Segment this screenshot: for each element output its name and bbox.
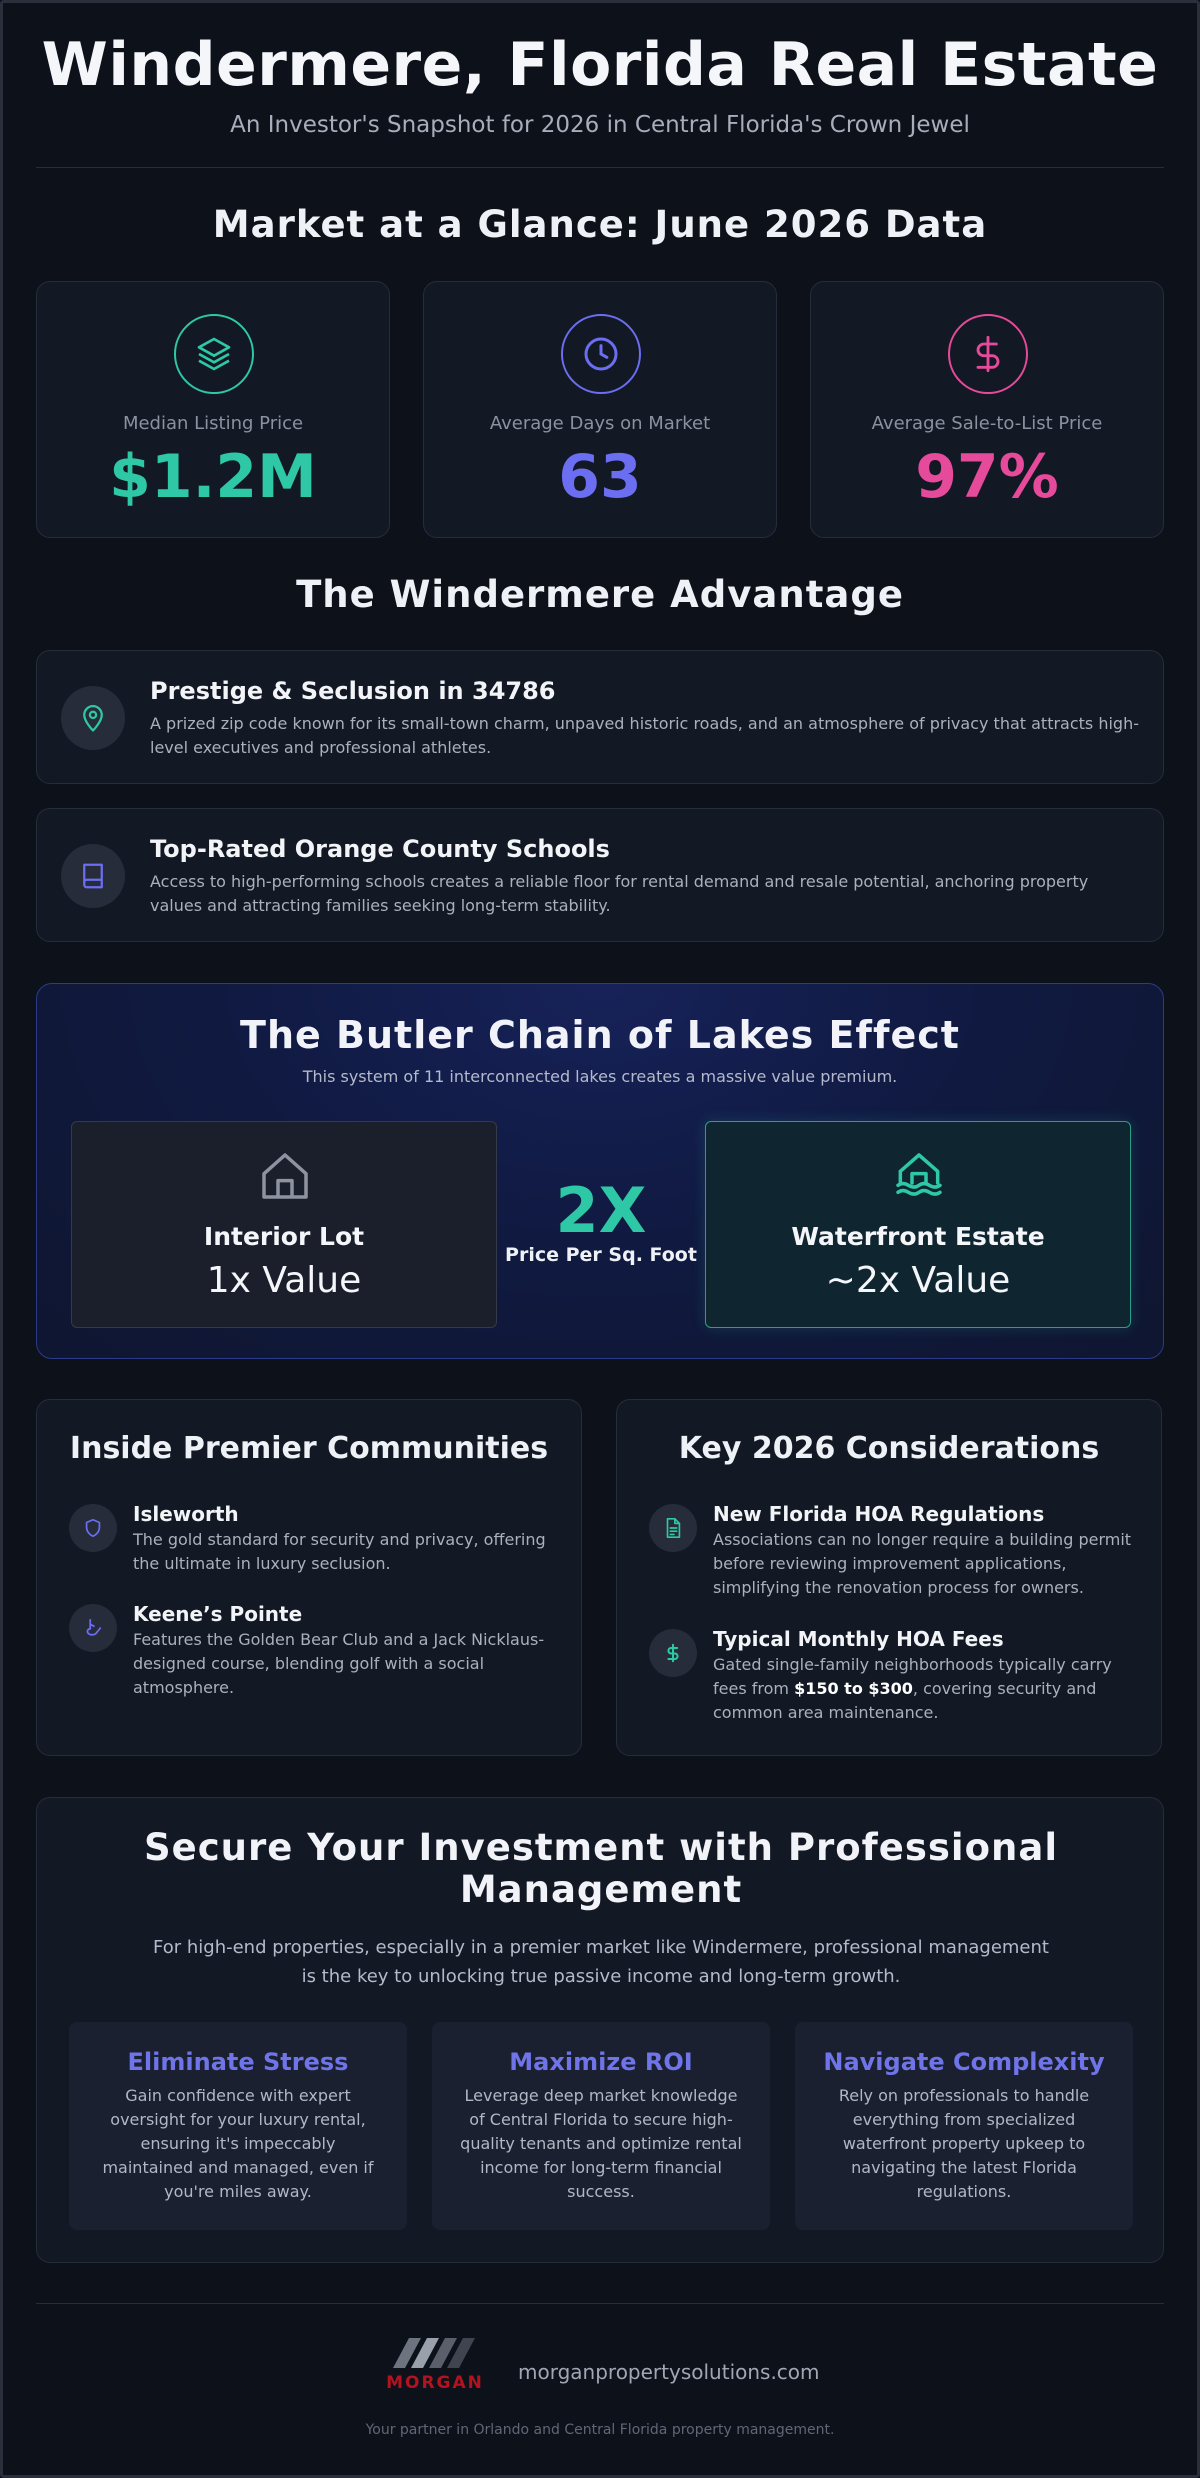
benefit-card-maximize-roi [432, 2022, 770, 2230]
morgan-logo-mark [375, 2330, 495, 2400]
waterfront-estate-value: ~2x Value [825, 1260, 1011, 1301]
layers-icon [174, 314, 254, 394]
hoa-fee-range: $150 to $300 [794, 1679, 913, 1698]
community-text: The gold standard for security and privacy, offering the ultimate in luxury seclusion. [133, 1530, 546, 1573]
advantage-item-schools [36, 808, 1164, 942]
golf-icon [69, 1604, 117, 1652]
shield-icon [69, 1504, 117, 1552]
waterfront-estate-name: Waterfront Estate [791, 1222, 1045, 1251]
consideration-title: Typical Monthly HOA Fees [713, 1627, 1004, 1651]
advantage-item-title: Prestige & Seclusion in 34786 [150, 677, 556, 705]
consideration-text: Associations can no longer require a building permit before reviewing improvement applications, simplifying the renovation process for owners. [713, 1530, 1132, 1597]
price-multiplier: 2X [555, 1174, 647, 1247]
community-text: Features the Golden Bear Club and a Jack Nicklaus-designed course, blending golf with a social atmosphere. [133, 1630, 545, 1697]
book-icon [61, 844, 125, 908]
communities-card [36, 1399, 582, 1756]
benefit-title: Eliminate Stress [127, 2048, 349, 2076]
consideration-text-after: , covering security and common area maintenance. [713, 1679, 1097, 1722]
considerations-title: Key 2026 Considerations [678, 1431, 1100, 1466]
interior-lot-value: 1x Value [206, 1260, 362, 1301]
stat-label: Average Days on Market [489, 413, 711, 434]
cta-title: Secure Your Investment with Professional Management [144, 1826, 1058, 1911]
waterfront-home-icon [891, 1146, 947, 1206]
cta-subtitle: For high-end properties, especially in a premier market like Windermere, professional management is the key to unlocking true passive income and long-term growth. [153, 1937, 1049, 1987]
interior-lot-name: Interior Lot [203, 1222, 365, 1251]
benefit-card-navigate-complexity [795, 2022, 1133, 2230]
stat-value: $1.2M [109, 442, 317, 512]
advantage-item-text: A prized zip code known for its small-town charm, unpaved historic roads, and an atmosphere of privacy that attracts high-level executives and professional athletes. [150, 714, 1139, 757]
consideration-text-before: Gated single-family neighborhoods typically carry fees from [713, 1655, 1112, 1698]
communities-title: Inside Premier Communities [69, 1431, 549, 1466]
cta-section [36, 1797, 1164, 2263]
divider [36, 167, 1164, 168]
advantage-item-title: Top-Rated Orange County Schools [150, 835, 610, 863]
butler-title: The Butler Chain of Lakes Effect [240, 1013, 960, 1057]
page-title: Windermere, Florida Real Estate [41, 30, 1159, 100]
benefit-card-eliminate-stress [69, 2022, 407, 2230]
benefit-text: Gain confidence with expert oversight for your luxury rental, ensuring it's impeccably maintained and managed, even if you're miles away. [102, 2086, 374, 2201]
house-icon [257, 1146, 313, 1206]
dollar-icon [948, 314, 1028, 394]
stat-value: 97% [915, 442, 1059, 512]
page-subtitle: An Investor's Snapshot for 2026 in Central Florida's Crown Jewel [230, 112, 970, 138]
glance-title: Market at a Glance: June 2026 Data [212, 203, 988, 246]
logo-wordmark: MORGAN [386, 2373, 484, 2393]
advantage-title: The Windermere Advantage [296, 573, 904, 616]
consideration-text [713, 1653, 1133, 1725]
benefit-text: Leverage deep market knowledge of Central Florida to secure high-quality tenants and optimize rental income for long-term financial success. [460, 2086, 742, 2201]
stat-card-sale-to-list [810, 281, 1164, 538]
advantage-item-text: Access to high-performing schools creates a reliable floor for rental demand and resale potential, anchoring property values and attracting families seeking long-term stability. [150, 872, 1089, 915]
advantage-item-prestige [36, 650, 1164, 784]
stat-value: 63 [558, 442, 642, 512]
benefit-text: Rely on professionals to handle everything from specialized waterfront property upkeep to navigating the latest Florida regulations. [838, 2086, 1090, 2201]
stat-label: Median Listing Price [122, 413, 304, 434]
waterfront-estate-box [705, 1121, 1131, 1328]
butler-subtitle: This system of 11 interconnected lakes creates a massive value premium. [302, 1067, 898, 1086]
company-website[interactable]: morganpropertysolutions.com [518, 2360, 820, 2384]
clock-icon [561, 314, 641, 394]
consideration-title: New Florida HOA Regulations [713, 1502, 1045, 1526]
footer-tagline: Your partner in Orlando and Central Florida property management. [365, 2422, 835, 2438]
map-pin-icon [61, 686, 125, 750]
benefit-title: Navigate Complexity [823, 2048, 1105, 2076]
price-multiplier-label: Price Per Sq. Foot [505, 1244, 697, 1266]
dollar-icon [649, 1629, 697, 1677]
considerations-card [616, 1399, 1162, 1756]
stat-card-days-on-market [423, 281, 777, 538]
benefit-title: Maximize ROI [509, 2048, 693, 2076]
butler-chain-section [36, 983, 1164, 1359]
company-logo[interactable] [375, 2330, 495, 2400]
interior-lot-box [71, 1121, 497, 1328]
community-title: Isleworth [133, 1502, 239, 1526]
document-icon [649, 1504, 697, 1552]
footer-divider [36, 2303, 1164, 2304]
stat-card-median-price [36, 281, 390, 538]
stat-label: Average Sale-to-List Price [871, 413, 1103, 434]
community-title: Keene’s Pointe [133, 1602, 303, 1626]
